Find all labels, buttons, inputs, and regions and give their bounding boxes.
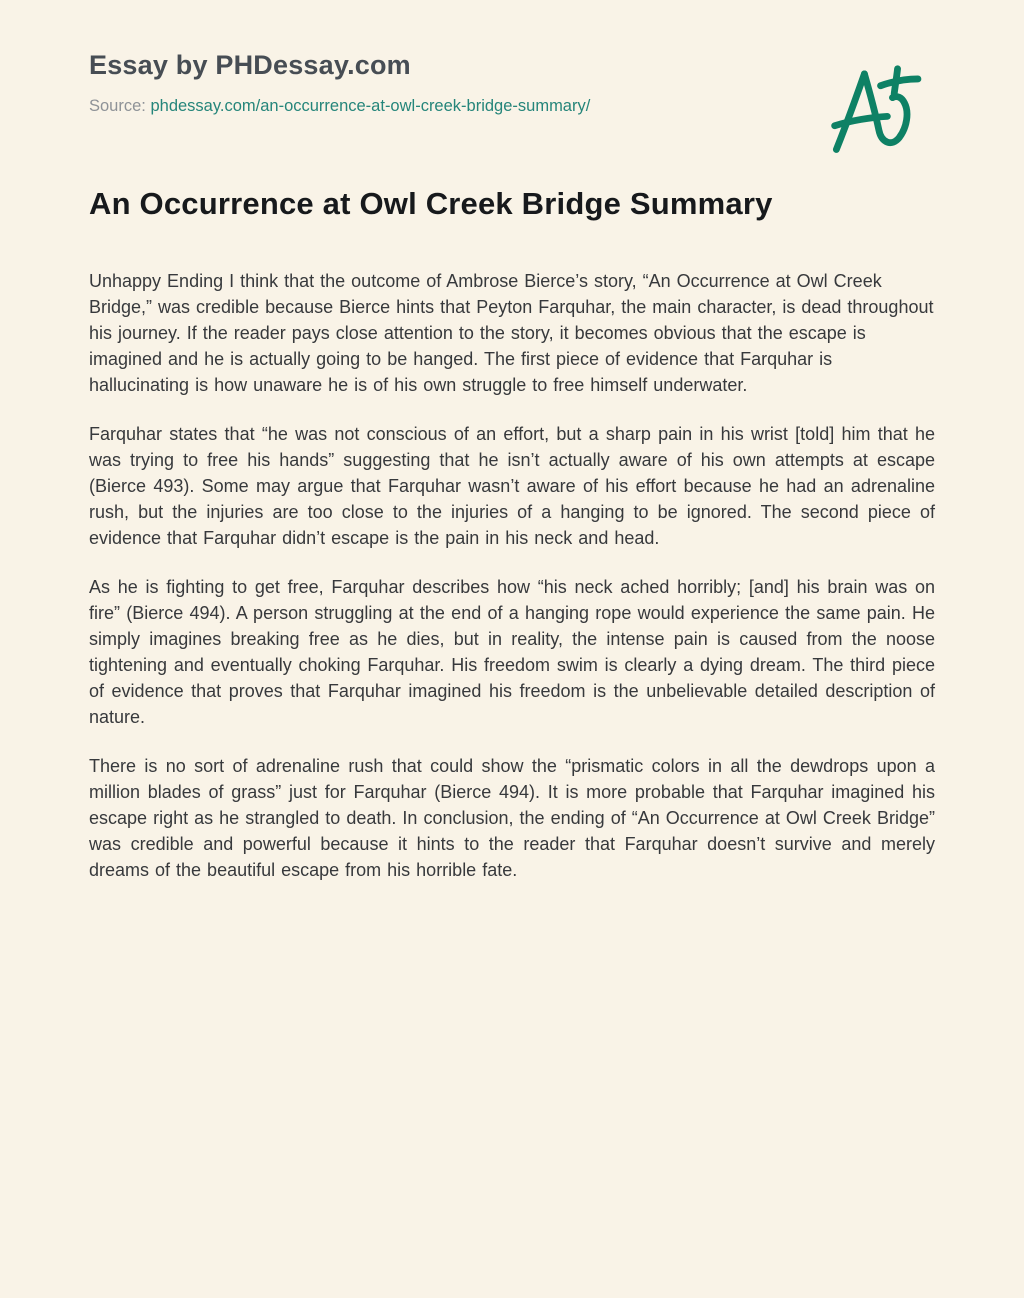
source-label: Source: (89, 97, 146, 115)
page-byline: Essay by PHDessay.com (89, 50, 411, 80)
source-link[interactable]: phdessay.com/an-occurrence-at-owl-creek-bridge-summary/ (150, 97, 591, 115)
a-plus-icon (827, 151, 929, 168)
page-title: An Occurrence at Owl Creek Bridge Summary (89, 186, 773, 221)
essay-body (89, 268, 935, 883)
source-row (89, 97, 935, 116)
essay-paragraph-1: Unhappy Ending I think that the outcome of Ambrose Bierce’s story, “An Occurrence at Owl Creek Bridge,” was credible because Bierce hints that Peyton Farquhar, the main character, is dead throughout his journey. If the reader pays close attention to the story, it becomes obvious that the escape is imagined and he is actually going to be hanged. The first piece of evidence that Farquhar is hallucinating is how unaware he is of his own struggle to free himself underwater. (89, 271, 934, 395)
essay-paragraph-3: As he is fighting to get free, Farquhar describes how “his neck ached horribly; [and] his brain was on fire” (Bierce 494). A person struggling at the end of a hanging rope would experience the same pain. He simply imagines breaking free as he dies, but in reality, the intense pain is caused from the noose tightening and eventually choking Farquhar. His freedom swim is clearly a dying dream. The third piece of evidence that proves that Farquhar imagined his freedom is the unbelievable detailed description of nature. (89, 577, 935, 727)
phdessay-a-plus-logo[interactable] (827, 50, 929, 164)
essay-paragraph-2: Farquhar states that “he was not conscious of an effort, but a sharp pain in his wrist [told] him that he was trying to free his hands” suggesting that he isn’t actually aware of his own attempts at escape (Bierce 493). Some may argue that Farquhar wasn’t aware of his effort because he had an adrenaline rush, but the injuries are too close to the injuries of a hanging to be ignored. The second piece of evidence that Farquhar didn’t escape is the pain in his neck and head. (89, 424, 935, 548)
essay-paragraph-4: There is no sort of adrenaline rush that could show the “prismatic colors in all the dewdrops upon a million blades of grass” just for Farquhar (Bierce 494). It is more probable that Farquhar imagined his escape right as he strangled to death. In conclusion, the ending of “An Occurrence at Owl Creek Bridge” was credible and powerful because it hints to the reader that Farquhar doesn’t survive and merely dreams of the beautiful escape from his horrible fate. (89, 756, 935, 880)
